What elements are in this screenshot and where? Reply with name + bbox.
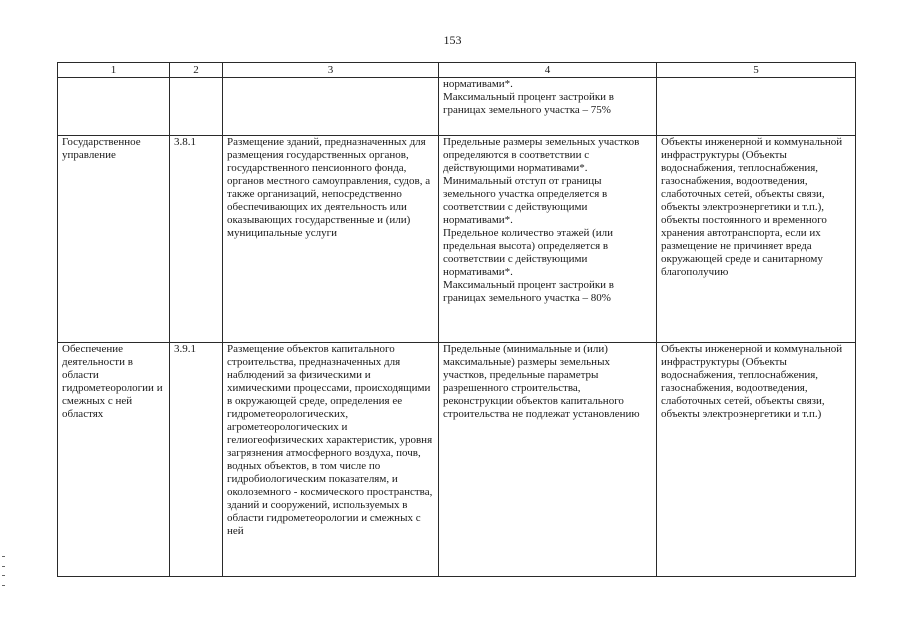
- cell-use-name: [58, 78, 170, 136]
- header-cell-5: 5: [657, 63, 856, 78]
- cell-parameters: Предельные (минимальные и (или) максимальные) размеры земельных участков, предельные параметры разрешенного строительства, реконструкции объектов капитального строительства не подлежат установлению: [439, 343, 657, 577]
- header-cell-4: 4: [439, 63, 657, 78]
- cell-use-name: Государственное управление: [58, 136, 170, 343]
- table-row-continuation: [58, 78, 856, 136]
- scan-margin-marks: [2, 556, 5, 586]
- table-row-state-administration: [58, 136, 856, 343]
- cell-description: [223, 78, 439, 136]
- cell-description: Размещение объектов капитального строительства, предназначенных для наблюдений за физическими и химическими процессами, происходящими в окружающей среде, определения ее гидрометеорологических, агрометеорологических и гелиогеофизических характеристик, уровня загрязнения атмосферного воздуха, почв, водных объектов, в том числе по гидробиологическим показателям, и околоземного - космического пространства, зданий и сооружений, используемых в области гидрометеорологии и смежных с ней: [223, 343, 439, 577]
- table-header-row: [58, 63, 856, 78]
- header-cell-1: 1: [58, 63, 170, 78]
- cell-description: Размещение зданий, предназначенных для размещения государственных органов, государственного пенсионного фонда, органов местного самоуправления, судов, а также организаций, непосредственно обеспечивающих их деятельность или оказывающих государственные и (или) муниципальные услуги: [223, 136, 439, 343]
- cell-parameters: Предельные размеры земельных участков определяются в соответствии с действующими нормативами*. Минимальный отступ от границы земельного участка определяется в соответствии с действующими нормативами*. Предельное количество этажей (или предельная высота) определяется в соответствии с действующими нормативами*. Максимальный процент застройки в границах земельного участка – 80%: [439, 136, 657, 343]
- cell-auxiliary-uses: [657, 78, 856, 136]
- cell-parameters: нормативами*. Максимальный процент застройки в границах земельного участка – 75%: [439, 78, 657, 136]
- cell-code: [170, 78, 223, 136]
- header-cell-2: 2: [170, 63, 223, 78]
- page-number: 153: [443, 33, 462, 47]
- zoning-table: [57, 62, 856, 577]
- cell-auxiliary-uses: Объекты инженерной и коммунальной инфраструктуры (Объекты водоснабжения, теплоснабжения, газоснабжения, водоотведения, слаботочных сетей, объекты связи, объекты электроэнергетики и т.п.): [657, 343, 856, 577]
- header-cell-3: 3: [223, 63, 439, 78]
- cell-use-name: Обеспечение деятельности в области гидрометеорологии и смежных с ней областях: [58, 343, 170, 577]
- cell-auxiliary-uses: Объекты инженерной и коммунальной инфраструктуры (Объекты водоснабжения, теплоснабжения, газоснабжения, водоотведения, слаботочных сетей, объекты связи, объекты электроэнергетики и т.п.), объекты постоянного и временного хранения автотранспорта, если их размещение не причиняет вреда окружающей среде и санитарному благополучию: [657, 136, 856, 343]
- cell-code: 3.8.1: [170, 136, 223, 343]
- cell-code: 3.9.1: [170, 343, 223, 577]
- table-row-hydrometeorology: [58, 343, 856, 577]
